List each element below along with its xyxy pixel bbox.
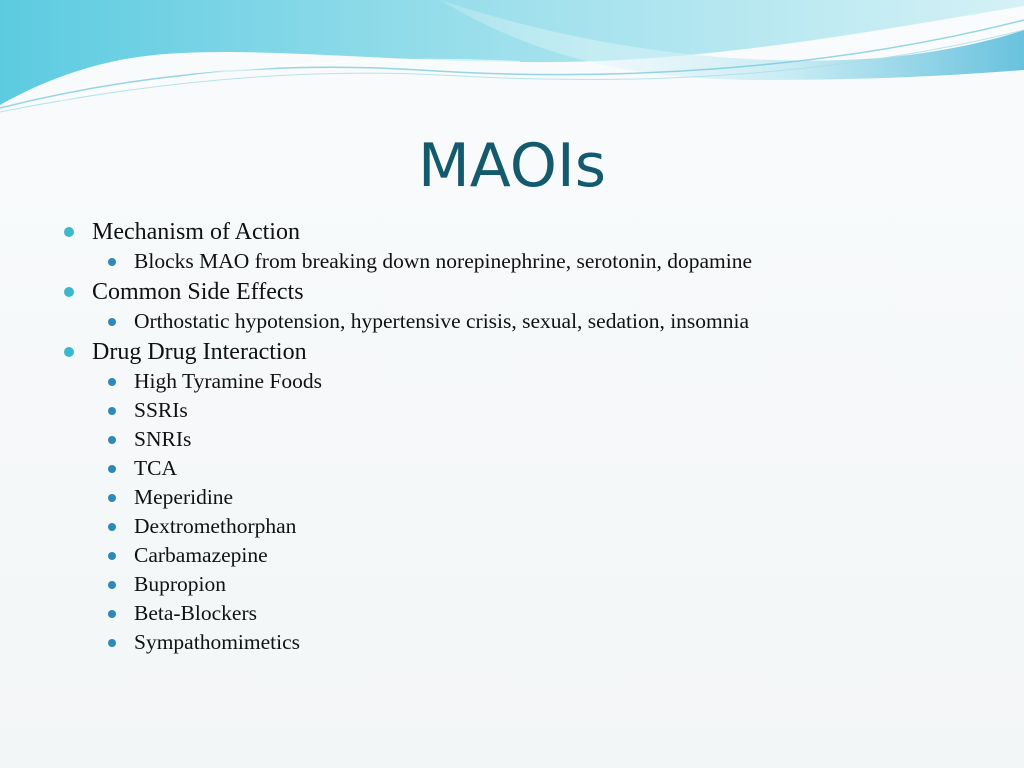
list-subitem bbox=[0, 570, 1024, 599]
subitem-text: Orthostatic hypotension, hypertensive crisis, sexual, sedation, insomnia bbox=[134, 309, 750, 333]
list-item-side-effects bbox=[0, 277, 1024, 307]
section-heading: Mechanism of Action bbox=[92, 219, 300, 245]
bullet-dot-icon bbox=[108, 436, 116, 444]
bullet-dot-icon bbox=[64, 227, 74, 237]
list-subitem bbox=[0, 425, 1024, 454]
header-wave-decoration bbox=[0, 0, 1024, 120]
list-item-drug-interaction bbox=[0, 337, 1024, 367]
subitem-text: SSRIs bbox=[134, 398, 188, 422]
list-subitem bbox=[0, 541, 1024, 570]
bullet-list bbox=[0, 217, 1024, 657]
list-subitem bbox=[0, 628, 1024, 657]
bullet-dot-icon bbox=[108, 407, 116, 415]
bullet-dot-icon bbox=[108, 318, 116, 326]
subitem-text: High Tyramine Foods bbox=[134, 369, 323, 393]
list-subitem bbox=[0, 396, 1024, 425]
bullet-dot-icon bbox=[108, 552, 116, 560]
subitem-text: Sympathomimetics bbox=[134, 630, 301, 654]
subitem-text: Carbamazepine bbox=[134, 543, 268, 567]
bullet-dot-icon bbox=[108, 610, 116, 618]
subitem-text: Blocks MAO from breaking down norepinephrine, serotonin, dopamine bbox=[134, 249, 752, 273]
bullet-dot-icon bbox=[108, 465, 116, 473]
bullet-dot-icon bbox=[108, 494, 116, 502]
subitem-text: Beta-Blockers bbox=[134, 601, 257, 625]
subitem-text: Dextromethorphan bbox=[134, 514, 297, 538]
subitem-text: Bupropion bbox=[134, 572, 226, 596]
section-heading: Drug Drug Interaction bbox=[92, 339, 307, 365]
list-item-mechanism bbox=[0, 217, 1024, 247]
bullet-dot-icon bbox=[108, 258, 116, 266]
list-subitem bbox=[0, 512, 1024, 541]
list-subitem bbox=[0, 247, 1024, 276]
subitem-text: SNRIs bbox=[134, 427, 192, 451]
list-subitem bbox=[0, 483, 1024, 512]
subitem-text: TCA bbox=[134, 456, 177, 480]
subitem-text: Meperidine bbox=[134, 485, 234, 509]
bullet-dot-icon bbox=[64, 287, 74, 297]
list-subitem bbox=[0, 367, 1024, 396]
bullet-dot-icon bbox=[108, 581, 116, 589]
list-subitem bbox=[0, 307, 1024, 336]
bullet-dot-icon bbox=[108, 523, 116, 531]
bullet-dot-icon bbox=[64, 347, 74, 357]
bullet-dot-icon bbox=[108, 378, 116, 386]
list-subitem bbox=[0, 454, 1024, 483]
bullet-dot-icon bbox=[108, 639, 116, 647]
list-subitem bbox=[0, 599, 1024, 628]
slide-title: MAOIs bbox=[418, 131, 606, 201]
section-heading: Common Side Effects bbox=[92, 279, 304, 305]
